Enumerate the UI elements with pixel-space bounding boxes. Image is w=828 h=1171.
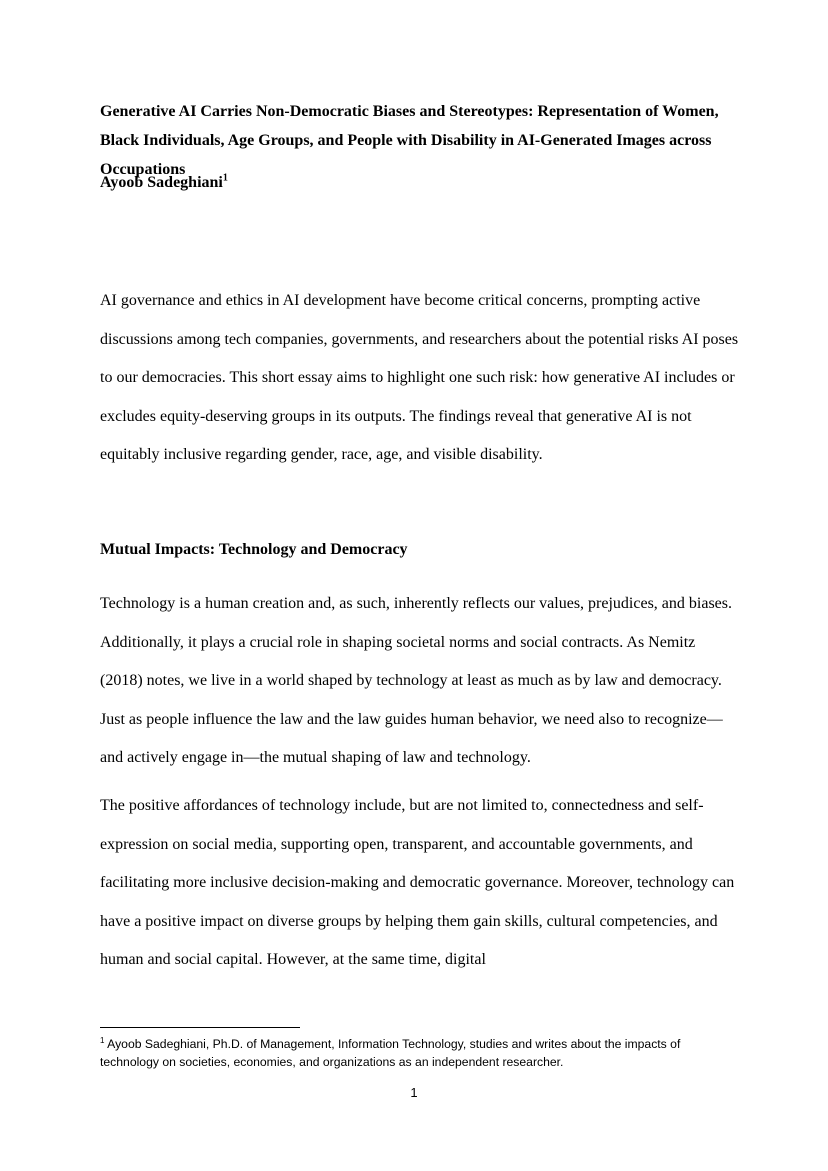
section-heading: Mutual Impacts: Technology and Democracy	[100, 541, 408, 558]
body-paragraph-2: The positive affordances of technology include, but are not limited to, connectedness and self-expression on social media, supporting open, transparent, and accountable governments, and facilitating more inclusive decision-making and democratic governance. Moreover, technology can have a positive impact on diverse groups by helping them gain skills, cultural competencies, and human and social capital. However, at the same time, digital	[100, 797, 735, 968]
footnote	[100, 1035, 740, 1071]
author-name: Ayoob Sadeghiani	[100, 174, 223, 191]
abstract-paragraph: AI governance and ethics in AI development have become critical concerns, prompting active discussions among tech companies, governments, and researchers about the potential risks AI poses to our democracies. This short essay aims to highlight one such risk: how generative AI includes or excludes equity-deserving groups in its outputs. The findings reveal that generative AI is not equitably inclusive regarding gender, race, age, and visible disability.	[100, 292, 739, 463]
body-paragraph-1: Technology is a human creation and, as such, inherently reflects our values, prejudices, and biases. Additionally, it plays a crucial role in shaping societal norms and social contracts. As Nemitz (2018) notes, we live in a world shaped by technology at least as much as by law and democracy. Just as people influence the law and the law guides human behavior, we need also to recognize—and actively engage in—the mutual shaping of law and technology.	[100, 595, 733, 766]
page-number: 1	[410, 1085, 418, 1100]
author-footnote-marker[interactable]: 1	[222, 172, 228, 184]
footnote-marker: 1	[100, 1035, 105, 1045]
footnote-separator	[100, 1027, 300, 1028]
footnote-text: Ayoob Sadeghiani, Ph.D. of Management, Information Technology, studies and writes about the impacts of technology on societies, economies, and organizations as an independent researcher.	[100, 1037, 681, 1069]
paper-title: Generative AI Carries Non-Democratic Biases and Stereotypes: Representation of Women, Black Individuals, Age Groups, and People with Disability in AI-Generated Images across Occupations	[100, 103, 719, 178]
author-line	[100, 168, 740, 197]
